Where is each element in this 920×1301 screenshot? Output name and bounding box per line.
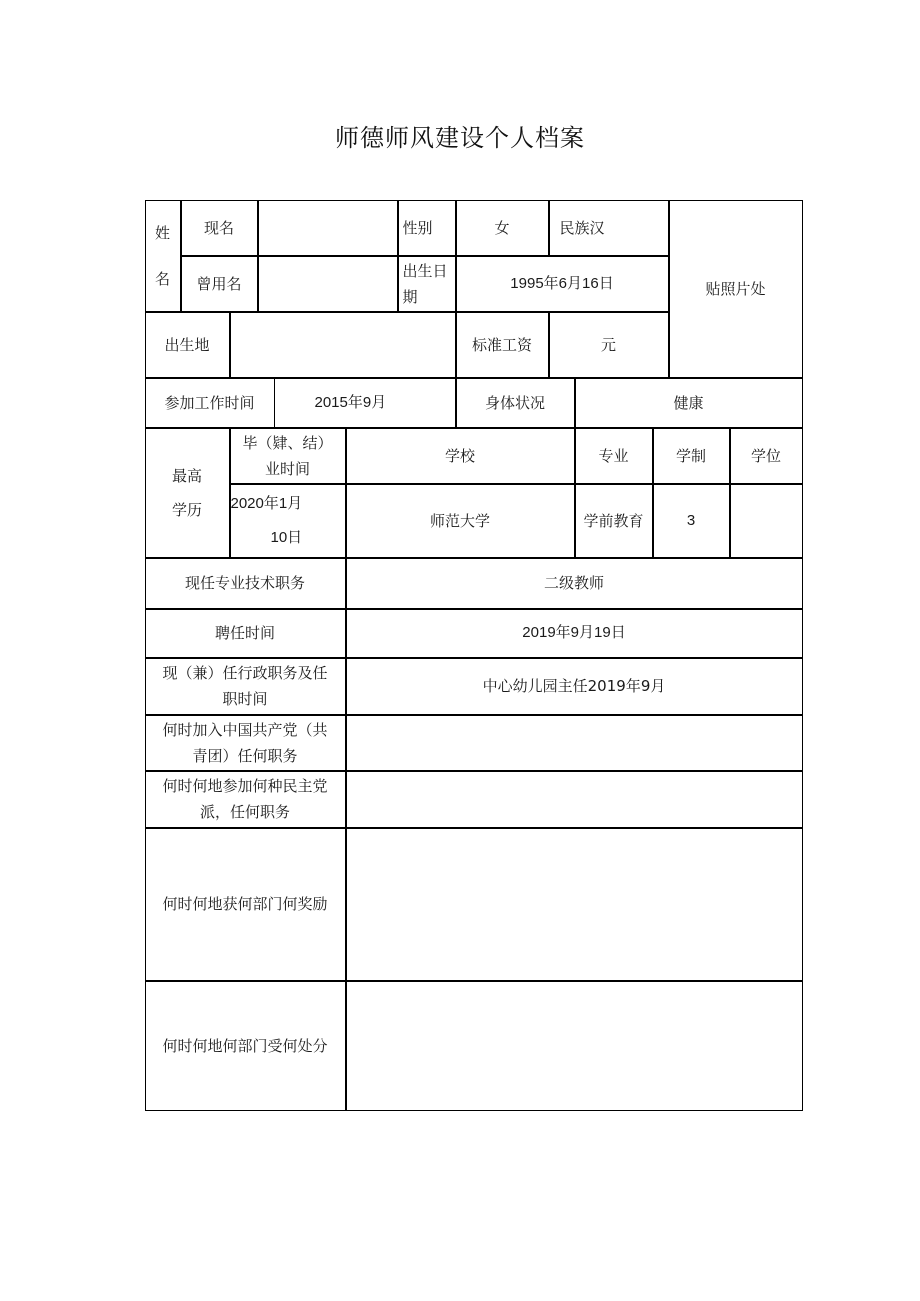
health-field[interactable]: 健康: [575, 378, 803, 428]
democratic-label-1: 何时何地参加何种民主党: [162, 777, 328, 795]
party-label-1: 何时加入中国共产党（共: [162, 720, 328, 739]
health-label: 身体状况: [456, 378, 575, 428]
current-name-label: 现名: [181, 200, 258, 256]
awards-field[interactable]: [346, 828, 803, 981]
work-start-label: 参加工作时间: [145, 378, 275, 428]
title-position-label: 现任专业技术职务: [145, 558, 346, 609]
birth-date-field[interactable]: 1995年6月16日: [456, 256, 669, 312]
former-name-label: 曾用名: [181, 256, 258, 312]
party-label-cell: [145, 715, 346, 771]
name-label-2: 名: [154, 269, 170, 288]
birthplace-field[interactable]: [230, 312, 456, 378]
birth-date-label-cell: [398, 256, 456, 312]
democratic-field[interactable]: [346, 771, 803, 828]
grad-time-label-1: 毕（肄、结）: [242, 433, 333, 452]
ethnicity-field[interactable]: 汉: [589, 218, 605, 237]
duration-label: 学制: [653, 428, 730, 484]
ethnicity-label: 民族: [559, 218, 590, 237]
gender-label: 性别: [398, 200, 456, 256]
page-title: 师德师风建设个人档案: [335, 124, 585, 152]
grad-time-value-2: 10日: [270, 528, 303, 546]
punish-field[interactable]: [346, 981, 803, 1111]
work-start-field[interactable]: 2015年9月: [275, 378, 456, 428]
grad-time-field[interactable]: [230, 484, 346, 558]
admin-label-2: 职时间: [222, 690, 268, 708]
gender-field[interactable]: 女: [456, 200, 549, 256]
education-label-cell: [145, 428, 230, 558]
school-label: 学校: [346, 428, 575, 484]
grad-time-label-2: 业时间: [264, 459, 310, 478]
birth-date-label-1: 出生日: [402, 261, 448, 280]
democratic-label-cell: [145, 771, 346, 828]
duration-field[interactable]: 3: [653, 484, 730, 558]
appointment-label: 聘任时间: [145, 609, 346, 658]
grad-time-value-1: 2020年1月: [230, 494, 303, 512]
punish-label: 何时何地何部门受何处分: [145, 981, 346, 1111]
title-position-field[interactable]: 二级教师: [346, 558, 803, 609]
ethnicity-cell[interactable]: [549, 200, 669, 256]
photo-placeholder[interactable]: 贴照片处: [669, 200, 803, 378]
degree-label: 学位: [730, 428, 803, 484]
name-label-1: 姓: [154, 223, 170, 242]
awards-label: 何时何地获何部门何奖励: [145, 828, 346, 981]
party-label-2: 青团）任何职务: [192, 746, 298, 765]
admin-field[interactable]: 中心幼儿园主任2019年9月: [346, 658, 803, 715]
name-label-cell: [145, 200, 181, 312]
major-field[interactable]: 学前教育: [575, 484, 653, 558]
former-name-field[interactable]: [258, 256, 398, 312]
birth-date-label-2: 期: [402, 287, 418, 306]
major-label: 专业: [575, 428, 653, 484]
party-field[interactable]: [346, 715, 803, 771]
education-label-2: 学历: [171, 500, 202, 519]
appointment-field[interactable]: 2019年9月19日: [346, 609, 803, 658]
salary-field[interactable]: 元: [549, 312, 669, 378]
admin-label-cell: [145, 658, 346, 715]
salary-label: 标准工资: [456, 312, 549, 378]
democratic-label-2: 派，任何职务: [199, 803, 290, 821]
admin-label-1: 现（兼）任行政职务及任: [162, 664, 328, 682]
school-field[interactable]: 师范大学: [346, 484, 575, 558]
birthplace-label: 出生地: [145, 312, 230, 378]
grad-time-label-cell: [230, 428, 346, 484]
current-name-field[interactable]: [258, 200, 398, 256]
degree-field[interactable]: [730, 484, 803, 558]
education-label-1: 最高: [171, 466, 202, 485]
